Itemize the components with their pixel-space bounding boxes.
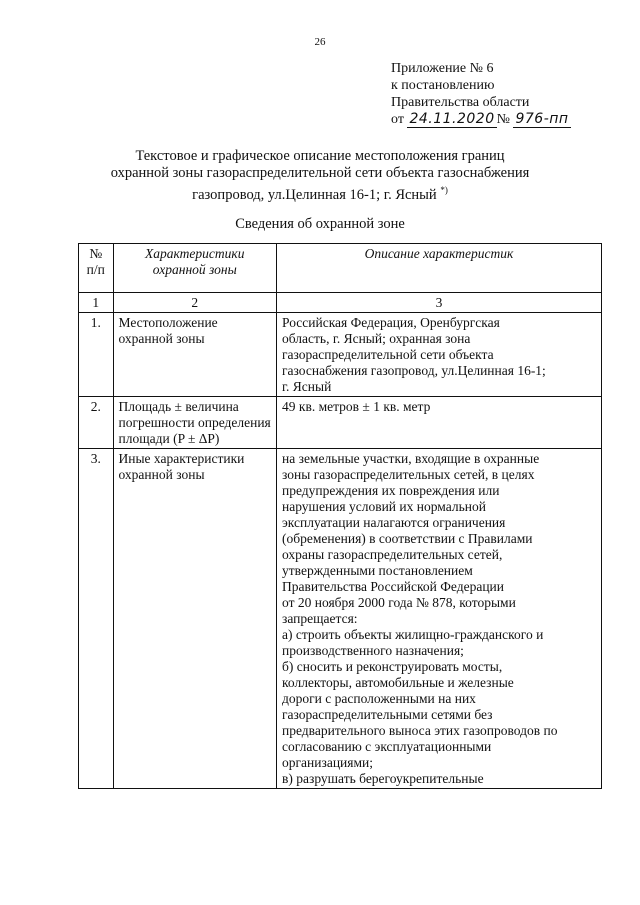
title-line-1: Текстовое и графическое описание местоположения границ bbox=[135, 148, 505, 164]
description-line: газораспределительной сети объекта bbox=[282, 347, 494, 362]
description-line: а) строить объекты жилищно-гражданского и bbox=[282, 627, 544, 642]
description-line: организациями; bbox=[282, 755, 373, 770]
row-number: 1. bbox=[79, 313, 114, 397]
numbering-cell: 2 bbox=[113, 293, 277, 313]
description-line: зоны газораспределительных сетей, в целях bbox=[282, 467, 535, 482]
row-description bbox=[277, 313, 602, 397]
description-line: от 20 ноября 2000 года № 878, которыми bbox=[282, 595, 516, 610]
numbering-cell: 1 bbox=[79, 293, 114, 313]
number-label: № bbox=[496, 112, 510, 127]
appendix-date-line bbox=[391, 111, 571, 128]
row-number: 3. bbox=[79, 449, 114, 789]
row-characteristic: Местоположение охранной зоны bbox=[113, 313, 277, 397]
row-description bbox=[277, 397, 602, 449]
protection-zone-table bbox=[78, 243, 602, 789]
description-line: 49 кв. метров ± 1 кв. метр bbox=[282, 399, 431, 414]
description-line: коллекторы, автомобильные и железные bbox=[282, 675, 514, 690]
description-line: на земельные участки, входящие в охранные bbox=[282, 451, 540, 466]
description-line: производственного назначения; bbox=[282, 643, 464, 658]
row-description bbox=[277, 449, 602, 789]
footnote-mark: *) bbox=[440, 185, 448, 195]
row-number: 2. bbox=[79, 397, 114, 449]
description-line: нарушения условий их нормальной bbox=[282, 499, 486, 514]
description-line: в) разрушать берегоукрепительные bbox=[282, 771, 484, 786]
row-characteristic: Иные характеристики охранной зоны bbox=[113, 449, 277, 789]
from-label: от bbox=[391, 112, 404, 127]
description-line: б) сносить и реконструировать мосты, bbox=[282, 659, 503, 674]
section-subtitle: Сведения об охранной зоне bbox=[235, 216, 405, 232]
description-line: согласованию с эксплуатационными bbox=[282, 739, 492, 754]
header-number: № п/п bbox=[79, 244, 114, 293]
handwritten-date: 24.11.2020 bbox=[409, 111, 495, 127]
description-line: (обременения) в соответствии с Правилами bbox=[282, 531, 533, 546]
description-line: запрещается: bbox=[282, 611, 358, 626]
description-line: предупреждения их повреждения или bbox=[282, 483, 500, 498]
appendix-line-1: Приложение № 6 bbox=[391, 61, 494, 76]
handwritten-number: 976-пп bbox=[515, 111, 569, 127]
document-title bbox=[80, 148, 560, 204]
header-characteristic: Характеристики охранной зоны bbox=[113, 244, 277, 293]
description-line: дороги с расположенными на них bbox=[282, 691, 476, 706]
appendix-line-2: к постановлению bbox=[391, 78, 495, 93]
table-row bbox=[79, 449, 602, 789]
row-characteristic: Площадь ± величина погрешности определения площади (P ± ΔP) bbox=[113, 397, 277, 449]
description-line: Правительства Российской Федерации bbox=[282, 579, 505, 594]
table-numbering-row bbox=[79, 293, 602, 313]
description-line: газоснабжения газопровод, ул.Целинная 16-1; bbox=[282, 363, 546, 378]
table-row bbox=[79, 313, 602, 397]
title-line-3: газопровод, ул.Целинная 16-1; г. Ясный bbox=[192, 186, 437, 203]
description-line: Российская Федерация, Оренбургская bbox=[282, 315, 500, 330]
description-line: газораспределительными сетями без bbox=[282, 707, 493, 722]
appendix-line-3: Правительства области bbox=[391, 95, 530, 110]
description-line: г. Ясный bbox=[282, 379, 332, 394]
description-line: охраны газораспределительных сетей, bbox=[282, 547, 503, 562]
title-line-2: охранной зоны газораспределительной сети объекта газоснабжения bbox=[110, 165, 530, 181]
description-line: эксплуатации налагаются ограничения bbox=[282, 515, 506, 530]
page-number: 26 bbox=[314, 36, 326, 48]
appendix-block bbox=[391, 60, 571, 128]
description-line: утвержденными постановлением bbox=[282, 563, 473, 578]
table-row bbox=[79, 397, 602, 449]
description-line: область, г. Ясный; охранная зона bbox=[282, 331, 471, 346]
header-description: Описание характеристик bbox=[277, 244, 602, 293]
description-line: предварительного выноса этих газопроводов по bbox=[282, 723, 558, 738]
numbering-cell: 3 bbox=[277, 293, 602, 313]
table-header-row bbox=[79, 244, 602, 293]
